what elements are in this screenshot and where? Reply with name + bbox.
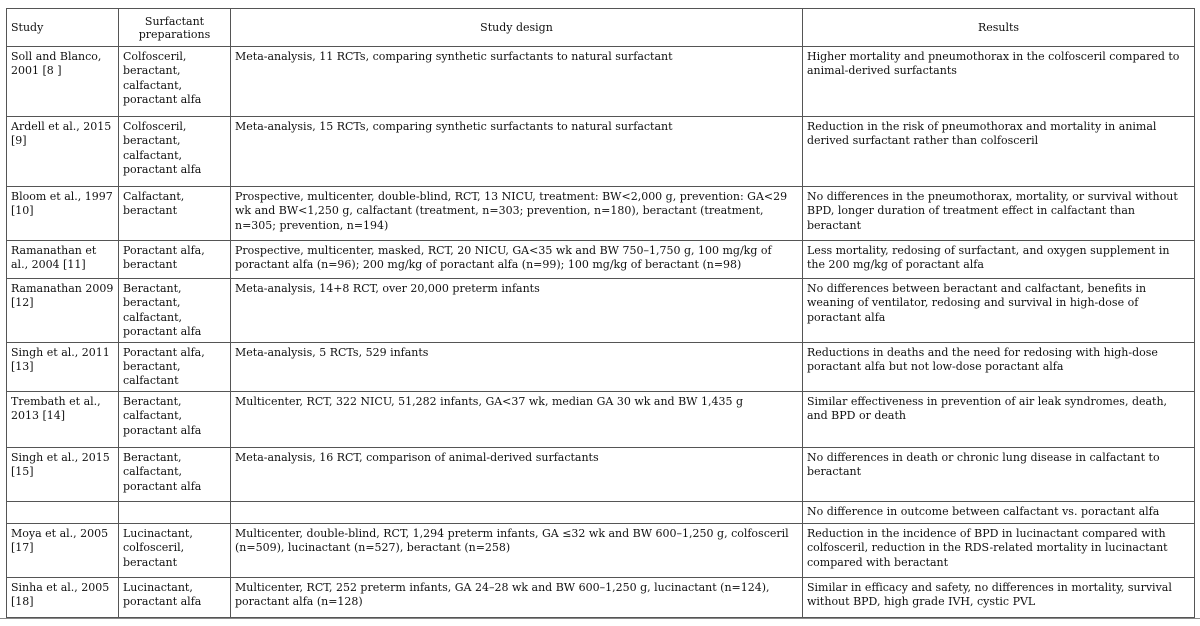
cell-design: Multicenter, RCT, 322 NICU, 51,282 infants, GA<37 wk, median GA 30 wk and BW 1,435 g bbox=[231, 391, 803, 447]
cell-study: Trembath et al., 2013 [14] bbox=[7, 391, 119, 447]
header-surfactant: Surfactant preparations bbox=[119, 9, 231, 47]
table-row bbox=[7, 447, 1195, 501]
cell-study: Moya et al., 2005 [17] bbox=[7, 523, 119, 577]
table-row bbox=[7, 187, 1195, 241]
cell-surfactant bbox=[119, 501, 231, 523]
cell-surfactant: Beractant, calfactant, poractant alfa bbox=[119, 391, 231, 447]
cell-surfactant: Poractant alfa, beractant, calfactant bbox=[119, 342, 231, 391]
cell-study: Singh et al., 2015 [15] bbox=[7, 447, 119, 501]
cell-surfactant: Colfosceril, beractant, calfactant, poractant alfa bbox=[119, 117, 231, 187]
cell-results: Similar effectiveness in prevention of air leak syndromes, death, and BPD or death bbox=[803, 391, 1195, 447]
cell-results: No differences between beractant and calfactant, benefits in weaning of ventilator, redosing and survival in high-dose of poractant alfa bbox=[803, 279, 1195, 343]
cell-design: Multicenter, double-blind, RCT, 1,294 preterm infants, GA ≤32 wk and BW 600–1,250 g, colfosceril (n=509), lucinactant (n=527), beractant (n=258) bbox=[231, 523, 803, 577]
cell-results: Higher mortality and pneumothorax in the colfosceril compared to animal-derived surfactants bbox=[803, 47, 1195, 117]
cell-design: Prospective, multicenter, double-blind, RCT, 13 NICU, treatment: BW<2,000 g, prevention: GA<29 wk and BW<1,250 g, calfactant (treatment, n=303; prevention, n=180), beractant (treatment, n=305; prevention, n=194) bbox=[231, 187, 803, 241]
table-row bbox=[7, 523, 1195, 577]
table-row bbox=[7, 577, 1195, 617]
table-row bbox=[7, 47, 1195, 117]
table-row bbox=[7, 501, 1195, 523]
cell-results: Reduction in the risk of pneumothorax and mortality in animal derived surfactant rather than colfosceril bbox=[803, 117, 1195, 187]
table-row bbox=[7, 117, 1195, 187]
cell-study bbox=[7, 501, 119, 523]
cell-surfactant: Calfactant, beractant bbox=[119, 187, 231, 241]
cell-study: Ramanathan 2009 [12] bbox=[7, 279, 119, 343]
cell-results: Less mortality, redosing of surfactant, and oxygen supplement in the 200 mg/kg of poractant alfa bbox=[803, 241, 1195, 279]
cell-results: No differences in the pneumothorax, mortality, or survival without BPD, longer duration of treatment effect in calfactant than beractant bbox=[803, 187, 1195, 241]
cell-surfactant: Poractant alfa, beractant bbox=[119, 241, 231, 279]
table-row bbox=[7, 279, 1195, 343]
header-results: Results bbox=[803, 9, 1195, 47]
cell-study: Singh et al., 2011 [13] bbox=[7, 342, 119, 391]
cell-surfactant: Colfosceril, beractant, calfactant, poractant alfa bbox=[119, 47, 231, 117]
cell-results: Reduction in the incidence of BPD in lucinactant compared with colfosceril, reduction in the RDS-related mortality in lucinactant compared with beractant bbox=[803, 523, 1195, 577]
header-study: Study bbox=[7, 9, 119, 47]
table-container bbox=[6, 8, 1194, 618]
cell-design: Meta-analysis, 14+8 RCT, over 20,000 preterm infants bbox=[231, 279, 803, 343]
table-header bbox=[7, 9, 1195, 47]
cell-results: No difference in outcome between calfactant vs. poractant alfa bbox=[803, 501, 1195, 523]
cell-surfactant: Beractant, calfactant, poractant alfa bbox=[119, 447, 231, 501]
cell-design: Meta-analysis, 16 RCT, comparison of animal-derived surfactants bbox=[231, 447, 803, 501]
cell-design: Meta-analysis, 15 RCTs, comparing synthetic surfactants to natural surfactant bbox=[231, 117, 803, 187]
table-row bbox=[7, 241, 1195, 279]
cell-design: Multicenter, RCT, 252 preterm infants, GA 24–28 wk and BW 600–1,250 g, lucinactant (n=124), poractant alfa (n=128) bbox=[231, 577, 803, 617]
header-row bbox=[7, 9, 1195, 47]
cell-study: Bloom et al., 1997 [10] bbox=[7, 187, 119, 241]
cell-results: Similar in efficacy and safety, no differences in mortality, survival without BPD, high grade IVH, cystic PVL bbox=[803, 577, 1195, 617]
page-bottom-rule bbox=[0, 618, 1200, 619]
cell-surfactant: Beractant, beractant, calfactant, poractant alfa bbox=[119, 279, 231, 343]
cell-results: Reductions in deaths and the need for redosing with high-dose poractant alfa but not low-dose poractant alfa bbox=[803, 342, 1195, 391]
header-design: Study design bbox=[231, 9, 803, 47]
cell-design: Prospective, multicenter, masked, RCT, 20 NICU, GA<35 wk and BW 750–1,750 g, 100 mg/kg of poractant alfa (n=96); 200 mg/kg of poractant alfa (n=99); 100 mg/kg of beractant (n=98) bbox=[231, 241, 803, 279]
cell-study: Ramanathan et al., 2004 [11] bbox=[7, 241, 119, 279]
table-row bbox=[7, 342, 1195, 391]
cell-design: Meta-analysis, 5 RCTs, 529 infants bbox=[231, 342, 803, 391]
cell-surfactant: Lucinactant, colfosceril, beractant bbox=[119, 523, 231, 577]
cell-surfactant: Lucinactant, poractant alfa bbox=[119, 577, 231, 617]
cell-study: Sinha et al., 2005 [18] bbox=[7, 577, 119, 617]
cell-study: Ardell et al., 2015 [9] bbox=[7, 117, 119, 187]
cell-design bbox=[231, 501, 803, 523]
cell-study: Soll and Blanco, 2001 [8 ] bbox=[7, 47, 119, 117]
table-body bbox=[7, 47, 1195, 618]
cell-design: Meta-analysis, 11 RCTs, comparing synthetic surfactants to natural surfactant bbox=[231, 47, 803, 117]
surfactant-studies-table bbox=[6, 8, 1195, 618]
table-row bbox=[7, 391, 1195, 447]
cell-results: No differences in death or chronic lung disease in calfactant to beractant bbox=[803, 447, 1195, 501]
